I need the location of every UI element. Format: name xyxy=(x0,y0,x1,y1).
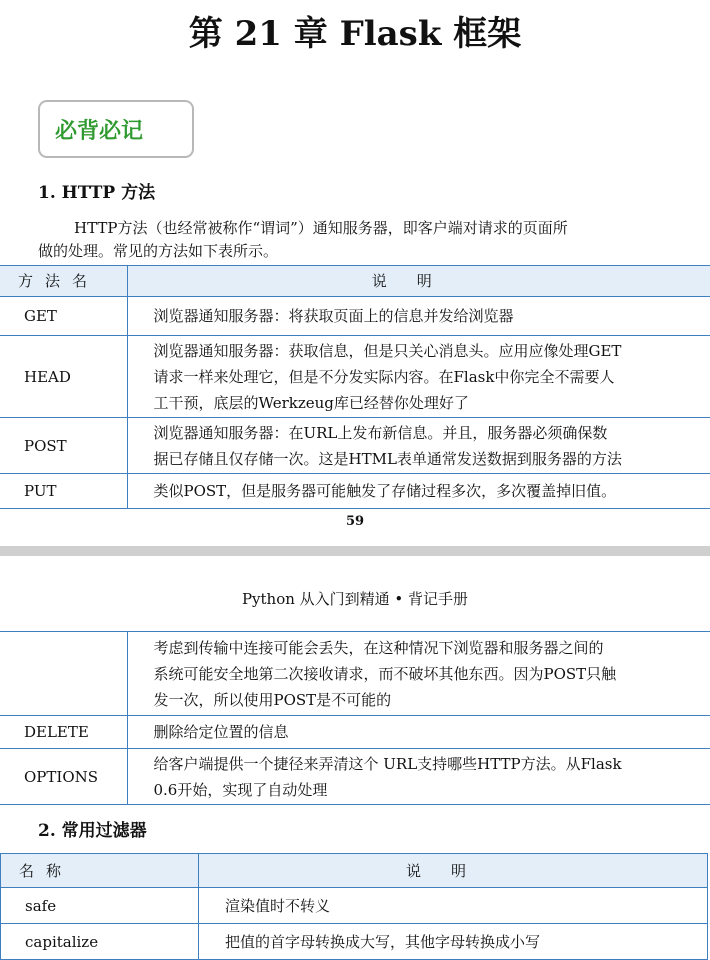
description-line: 浏览器通知服务器：获取信息，但是只关心消息头。应用应像处理GET xyxy=(153,341,622,360)
intro-paragraph-line-1: HTTP方法（也经常被称作“谓词”）通知服务器，即客户端对请求的页面所 xyxy=(74,219,568,237)
filter-description: 把值的首字母转换成大写，其他字母转换成小写 xyxy=(199,924,708,960)
description-line: 发一次，所以使用POST是不可能的 xyxy=(153,690,392,709)
table-row xyxy=(0,749,710,805)
header-description: 说明 xyxy=(127,266,710,297)
table-row xyxy=(0,336,710,418)
table-row xyxy=(0,474,710,509)
table-row xyxy=(0,418,710,474)
method-name: OPTIONS xyxy=(0,749,127,805)
description-line: 考虑到传输中连接可能会丢失，在这种情况下浏览器和服务器之间的 xyxy=(153,638,604,657)
description-line: 请求一样来处理它，但是不分发实际内容。在Flask中你完全不需要人 xyxy=(153,367,615,386)
method-description xyxy=(127,716,710,749)
header-description: 说明 xyxy=(199,854,708,888)
method-description xyxy=(127,474,710,509)
running-head: Python 从入门到精通 • 背记手册 xyxy=(241,590,469,608)
method-description xyxy=(127,418,710,474)
description-line: 0.6开始，实现了自动处理 xyxy=(153,780,328,799)
method-description xyxy=(127,336,710,418)
memo-callout-label: 必背必记 xyxy=(55,119,144,144)
description-line: 给客户端提供一个捷径来弄清这个 URL支持哪些HTTP方法。从Flask xyxy=(153,754,622,773)
method-name xyxy=(0,632,127,716)
http-methods-table xyxy=(0,265,710,509)
filters-table xyxy=(0,853,708,960)
table-header-row xyxy=(0,266,710,297)
method-name: HEAD xyxy=(0,336,127,418)
table-row xyxy=(0,632,710,716)
header-filter-name: 名称 xyxy=(1,854,199,888)
page-title: 第 21 章 Flask 框架 xyxy=(188,14,522,54)
method-description xyxy=(127,297,710,336)
table-header-row xyxy=(1,854,708,888)
page-divider xyxy=(0,546,710,556)
table-row xyxy=(0,297,710,336)
method-name: PUT xyxy=(0,474,127,509)
description-line: 浏览器通知服务器：在URL上发布新信息。并且，服务器必须确保数 xyxy=(153,423,608,442)
method-description xyxy=(127,749,710,805)
filter-name: safe xyxy=(1,888,199,924)
method-name: DELETE xyxy=(0,716,127,749)
page-number: 59 xyxy=(345,514,365,529)
filter-name: capitalize xyxy=(1,924,199,960)
description-line: 据已存储且仅存储一次。这是HTML表单通常发送数据到服务器的方法 xyxy=(153,449,622,468)
section-heading-http-methods: 1. HTTP 方法 xyxy=(38,183,156,203)
description-line: 删除给定位置的信息 xyxy=(153,723,289,741)
description-line: 浏览器通知服务器：将获取页面上的信息并发给浏览器 xyxy=(153,307,514,325)
section-heading-filters: 2. 常用过滤器 xyxy=(38,821,147,841)
table-row xyxy=(1,888,708,924)
method-description xyxy=(127,632,710,716)
filter-description: 渲染值时不转义 xyxy=(199,888,708,924)
description-line: 类似POST，但是服务器可能触发了存储过程多次，多次覆盖掉旧值。 xyxy=(153,482,617,500)
description-line: 系统可能安全地第二次接收请求，而不破坏其他东西。因为POST只触 xyxy=(153,664,617,683)
header-method-name: 方法名 xyxy=(0,266,127,297)
table-row xyxy=(1,924,708,960)
method-name: GET xyxy=(0,297,127,336)
intro-paragraph-line-2: 做的处理。常见的方法如下表所示。 xyxy=(38,242,279,260)
table-row xyxy=(0,716,710,749)
http-methods-table-continued xyxy=(0,631,710,805)
description-line: 工干预，底层的Werkzeug库已经替你处理好了 xyxy=(153,393,469,412)
memo-callout-box xyxy=(38,100,194,158)
method-name: POST xyxy=(0,418,127,474)
